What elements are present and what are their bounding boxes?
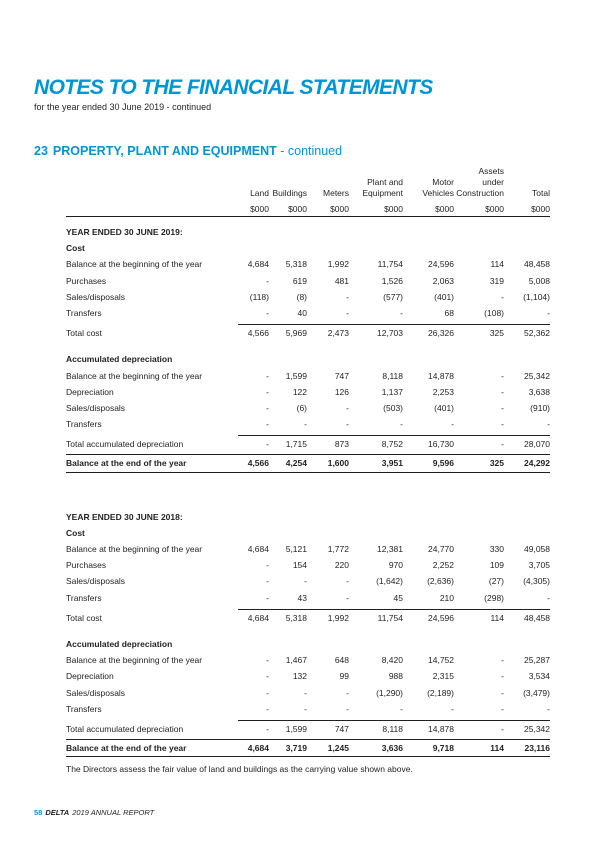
row-label: Transfers — [66, 592, 102, 603]
table-cell: 747 — [334, 370, 349, 381]
table-cell: 52,362 — [524, 328, 550, 339]
unit-label: $000 — [485, 204, 504, 214]
table-cell: - — [266, 592, 269, 603]
footer-report: 2019 ANNUAL REPORT — [72, 808, 155, 817]
table-cell: 24,770 — [428, 544, 454, 554]
table-row — [66, 700, 550, 716]
table-cell: 114 — [490, 612, 504, 623]
column-header-line1: Motor — [432, 177, 454, 187]
table-cell: 5,008 — [528, 275, 550, 286]
table-cell: 48,458 — [524, 259, 550, 270]
table-cell: 220 — [334, 560, 349, 571]
table-cell: (8) — [296, 291, 307, 302]
table-cell: 648 — [334, 655, 349, 666]
table-cell: 8,752 — [381, 439, 403, 450]
table-cell: - — [266, 576, 269, 587]
table-cell: - — [501, 723, 504, 734]
unit-label: $000 — [250, 204, 269, 214]
table-cell: 11,754 — [377, 612, 403, 623]
column-header — [351, 177, 403, 199]
row-label: Total accumulated depreciation — [66, 439, 184, 450]
table-cell: - — [501, 439, 504, 450]
table-cell: 1,992 — [327, 259, 349, 270]
table-cell: 481 — [334, 275, 349, 286]
table-cell: (1,642) — [376, 576, 403, 587]
table-cell: - — [266, 402, 269, 413]
table-row — [66, 415, 550, 431]
table-cell: 1,526 — [381, 275, 403, 286]
table-cell: 25,342 — [524, 370, 550, 381]
table-cell: 24,596 — [428, 259, 454, 270]
table-section-heading — [66, 524, 550, 540]
column-header-line2: Total — [532, 188, 550, 198]
table-cell: - — [501, 687, 504, 698]
row-label: Transfers — [66, 419, 102, 430]
column-header — [456, 166, 504, 199]
table-cell: 132 — [292, 671, 307, 682]
table-cell: - — [266, 419, 269, 430]
table-body — [66, 217, 550, 755]
table-cell: - — [501, 419, 504, 430]
row-label: YEAR ENDED 30 JUNE 2018: — [66, 511, 183, 522]
page-number: 58 — [34, 808, 43, 817]
table-cell: (1,290) — [376, 687, 403, 698]
table-cell: 122 — [292, 386, 307, 397]
table-cell: (6) — [296, 402, 307, 413]
table-cell: (118) — [249, 291, 269, 302]
table-cell: (108) — [484, 307, 504, 318]
table-cell: 25,287 — [524, 655, 550, 666]
column-header-line2: Equipment — [362, 188, 403, 198]
table-cell: 109 — [489, 560, 504, 571]
row-label: Total accumulated depreciation — [66, 723, 184, 734]
table-cell: - — [346, 307, 349, 318]
table-row — [66, 367, 550, 383]
table-cell: 1,137 — [381, 386, 403, 397]
unit-label: $000 — [435, 204, 454, 214]
table-cell: 3,534 — [528, 671, 550, 682]
table-row — [66, 399, 550, 415]
table-cell: - — [304, 703, 307, 714]
table-total-row — [66, 720, 550, 736]
table-cell: (2,636) — [427, 576, 454, 587]
table-cell: 8,118 — [382, 723, 403, 734]
table-section-heading — [66, 239, 550, 255]
table-cell: - — [451, 419, 454, 430]
table-cell: 1,467 — [285, 655, 307, 666]
row-label: Sales/disposals — [66, 687, 126, 698]
table-cell: (577) — [383, 291, 403, 302]
table-cell: - — [266, 687, 269, 698]
table-cell: 43 — [297, 592, 307, 603]
table-cell: - — [451, 703, 454, 714]
table-cell: 2,473 — [327, 328, 349, 339]
table-cell: 154 — [292, 560, 307, 571]
table-cell: - — [304, 576, 307, 587]
table-row — [66, 288, 550, 304]
table-cell: (401) — [434, 402, 454, 413]
table-cell: - — [501, 402, 504, 413]
table-cell: 210 — [439, 592, 454, 603]
table-cell: 40 — [297, 307, 307, 318]
table-cell: 28,070 — [524, 439, 550, 450]
table-cell: 12,381 — [377, 544, 403, 554]
row-label: Transfers — [66, 703, 102, 714]
column-header — [271, 188, 307, 199]
table-cell: (401) — [434, 291, 454, 302]
unit-label: $000 — [288, 204, 307, 214]
row-label: Depreciation — [66, 386, 114, 397]
table-cell: - — [266, 370, 269, 381]
table-cell: - — [501, 671, 504, 682]
table-cell: 2,252 — [432, 560, 454, 571]
spacer — [66, 474, 550, 508]
row-label: Purchases — [66, 275, 107, 286]
page-subtitle: for the year ended 30 June 2019 - continued — [34, 102, 212, 112]
table-cell: 3,636 — [381, 743, 403, 754]
table-section-heading — [66, 635, 550, 651]
table-row — [66, 667, 550, 683]
table-cell: - — [346, 703, 349, 714]
row-label: Sales/disposals — [66, 291, 126, 302]
table-cell: 24,292 — [524, 458, 550, 469]
table-cell: 114 — [490, 743, 504, 754]
table-section-heading — [66, 350, 550, 366]
table-cell: - — [501, 655, 504, 666]
table-closing-balance-row — [66, 454, 550, 470]
table-cell: (298) — [484, 592, 504, 603]
table-cell: - — [501, 386, 504, 397]
table-cell: 325 — [489, 328, 504, 339]
table-cell: 988 — [388, 671, 403, 682]
table-cell: 45 — [393, 592, 403, 603]
table-cell: - — [346, 419, 349, 430]
table-cell: 4,684 — [247, 743, 269, 754]
table-cell: 12,703 — [377, 328, 403, 339]
column-header-line2: Buildings — [272, 188, 307, 198]
table-cell: - — [266, 703, 269, 714]
table-row — [66, 255, 550, 271]
table-closing-balance-row — [66, 739, 550, 755]
table-total-row — [66, 435, 550, 451]
table-cell: - — [304, 687, 307, 698]
table-cell: - — [547, 419, 550, 430]
table-cell: - — [266, 307, 269, 318]
table-cell: (27) — [488, 576, 504, 587]
table-cell: (1,104) — [523, 291, 550, 302]
table-cell: 14,878 — [428, 370, 454, 381]
table-cell: 4,566 — [247, 328, 269, 339]
table-cell: 3,705 — [528, 560, 550, 571]
footnote: The Directors assess the fair value of land and buildings as the carrying value shown above. — [66, 764, 413, 774]
table-row — [66, 572, 550, 588]
table-cell: 99 — [339, 671, 349, 682]
table-cell: 4,684 — [247, 544, 269, 554]
table-units-row — [66, 199, 550, 217]
table-cell: - — [266, 560, 269, 571]
table-cell: - — [547, 307, 550, 318]
table-cell: 23,116 — [524, 743, 550, 754]
table-cell: 49,058 — [524, 544, 550, 554]
table-cell: (4,305) — [523, 576, 550, 587]
table-cell: 26,326 — [428, 328, 454, 339]
footer-brand: DELTA — [45, 808, 70, 817]
row-label: Balance at the end of the year — [66, 458, 187, 469]
section-number: 23 — [34, 144, 48, 158]
table-cell: - — [400, 307, 403, 318]
table-cell: 1,599 — [285, 370, 307, 381]
table-cell: (3,479) — [523, 687, 550, 698]
table-cell: 11,754 — [377, 259, 403, 270]
row-label: Total cost — [66, 612, 102, 623]
row-label: Sales/disposals — [66, 576, 126, 587]
table-row — [66, 556, 550, 572]
table-cell: - — [266, 671, 269, 682]
table-cell: - — [346, 291, 349, 302]
table-row — [66, 651, 550, 667]
table-cell: 2,315 — [432, 671, 454, 682]
table-cell: 619 — [292, 275, 307, 286]
table-cell: 9,596 — [432, 458, 454, 469]
table-cell: 114 — [490, 259, 504, 270]
spacer — [66, 625, 550, 635]
table-cell: 14,752 — [428, 655, 454, 666]
table-cell: 8,118 — [382, 370, 403, 381]
row-label: Balance at the beginning of the year — [66, 370, 203, 381]
table-cell: 1,715 — [285, 439, 307, 450]
table-cell: 4,684 — [247, 259, 269, 270]
table-cell: 1,772 — [327, 544, 349, 554]
table-cell: 747 — [334, 723, 349, 734]
table-cell: 970 — [388, 560, 403, 571]
row-label: Cost — [66, 527, 85, 538]
section-heading — [34, 144, 342, 158]
row-label: Depreciation — [66, 671, 114, 682]
column-header — [405, 177, 454, 199]
table-cell: - — [304, 419, 307, 430]
table-cell: - — [547, 592, 550, 603]
column-header-line2: Vehicles — [422, 188, 454, 198]
row-label: Balance at the beginning of the year — [66, 655, 203, 666]
row-label: Balance at the beginning of the year — [66, 259, 203, 270]
page-footer — [34, 808, 154, 817]
table-cell: 9,718 — [432, 743, 454, 754]
column-header-line2: Meters — [323, 188, 349, 198]
column-header-line1: Plant and — [367, 177, 403, 187]
table-cell: 2,253 — [432, 386, 454, 397]
table-cell: 1,245 — [327, 743, 349, 754]
row-label: YEAR ENDED 30 JUNE 2019: — [66, 227, 183, 237]
table-cell: - — [346, 687, 349, 698]
table-cell: 25,342 — [524, 723, 550, 734]
table-cell: 1,600 — [327, 458, 349, 469]
table-cell: 3,951 — [381, 458, 403, 469]
table-cell: - — [547, 703, 550, 714]
column-header — [309, 188, 349, 199]
table-cell: 3,719 — [285, 743, 307, 754]
table-cell: 4,566 — [247, 458, 269, 469]
table-row — [66, 540, 550, 556]
table-cell: - — [346, 576, 349, 587]
table-cell: 48,458 — [524, 612, 550, 623]
table-cell: - — [346, 402, 349, 413]
table-cell: 126 — [334, 386, 349, 397]
table-cell: 5,318 — [285, 612, 307, 623]
table-cell: 16,730 — [428, 439, 454, 450]
table-cell: - — [266, 439, 269, 450]
table-cell: - — [501, 370, 504, 381]
page-title: NOTES TO THE FINANCIAL STATEMENTS — [34, 76, 433, 99]
ppe-table — [66, 166, 550, 758]
column-header-line1: Assets under — [478, 166, 504, 187]
section-name: PROPERTY, PLANT AND EQUIPMENT — [52, 144, 277, 158]
section-continued: - continued — [276, 144, 343, 158]
table-cell: - — [501, 291, 504, 302]
table-cell: - — [266, 386, 269, 397]
table-cell: - — [266, 723, 269, 734]
table-section-heading — [66, 223, 550, 239]
row-label: Purchases — [66, 560, 107, 571]
table-header — [66, 166, 550, 199]
table-cell: 1,992 — [327, 612, 349, 623]
table-row — [66, 589, 550, 605]
table-cell: 325 — [489, 458, 504, 469]
unit-label: $000 — [384, 204, 403, 214]
table-cell: 4,684 — [247, 612, 269, 623]
table-cell: 5,318 — [285, 259, 307, 270]
table-total-row — [66, 324, 550, 340]
row-label: Balance at the end of the year — [66, 743, 187, 754]
table-cell: 14,878 — [428, 723, 454, 734]
unit-label: $000 — [330, 204, 349, 214]
table-cell: 1,599 — [285, 723, 307, 734]
table-total-row — [66, 609, 550, 625]
row-label: Cost — [66, 243, 85, 254]
table-cell: - — [501, 703, 504, 714]
table-cell: (910) — [530, 402, 550, 413]
table-cell: 8,420 — [381, 655, 403, 666]
row-label: Total cost — [66, 328, 102, 339]
table-row — [66, 272, 550, 288]
column-header-line2: Land — [250, 188, 269, 198]
spacer — [66, 340, 550, 350]
row-label: Accumulated depreciation — [66, 354, 173, 365]
row-label: Accumulated depreciation — [66, 638, 173, 649]
table-cell: 319 — [489, 275, 504, 286]
table-cell: - — [346, 592, 349, 603]
table-cell: 24,596 — [428, 612, 454, 623]
column-header — [238, 188, 269, 199]
row-label: Sales/disposals — [66, 402, 126, 413]
table-row — [66, 684, 550, 700]
table-cell: 5,121 — [285, 544, 307, 554]
unit-label: $000 — [531, 204, 550, 214]
table-cell: 3,638 — [528, 386, 550, 397]
table-cell: 68 — [444, 307, 454, 318]
column-header-line2: Construction — [456, 188, 504, 198]
table-cell: - — [266, 655, 269, 666]
table-cell: - — [400, 703, 403, 714]
table-cell: 5,969 — [285, 328, 307, 339]
table-cell: 873 — [334, 439, 349, 450]
table-row — [66, 304, 550, 320]
table-cell: (2,189) — [427, 687, 454, 698]
table-row — [66, 383, 550, 399]
table-cell: - — [266, 275, 269, 286]
column-header — [506, 188, 550, 199]
table-cell: 330 — [489, 544, 504, 554]
table-cell: 4,254 — [285, 458, 307, 469]
table-section-heading — [66, 508, 550, 524]
row-label: Balance at the beginning of the year — [66, 544, 203, 554]
table-cell: - — [400, 419, 403, 430]
row-label: Transfers — [66, 307, 102, 318]
table-cell: 2,063 — [432, 275, 454, 286]
table-cell: (503) — [383, 402, 403, 413]
